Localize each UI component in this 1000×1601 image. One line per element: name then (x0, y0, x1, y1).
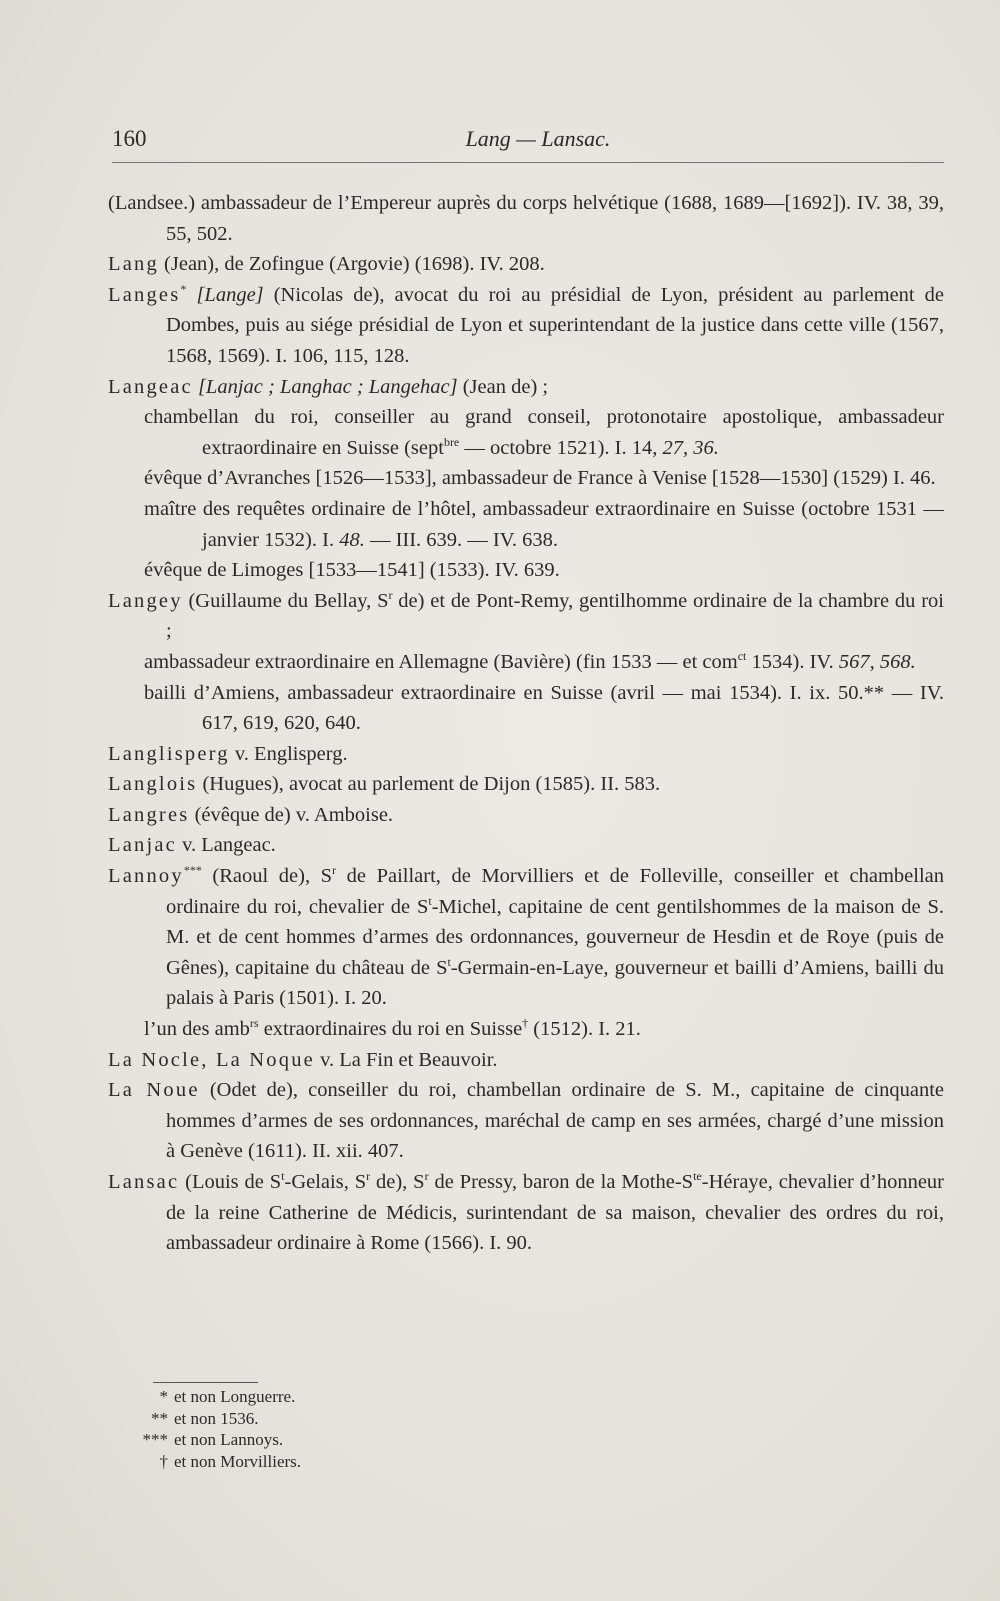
entry-la-nocle: La Nocle, La Noque v. La Fin et Beauvoir. (108, 1048, 498, 1071)
entry-langey: Langey (Guillaume du Bellay, $S^r$ de) et de Pont-Remy, gentilhomme ordinaire de la chambre du roi ; (108, 587, 944, 643)
entry-langey-sub: bailli d’Amiens, ambassadeur extraordinaire en Suisse (avril — mai 1534). I. ix. 50.** — IV. 617, 619, 620, 640. (144, 681, 944, 735)
entry-head: Langres (108, 803, 190, 826)
entry-langeac: Langeac [Lanjac ; Langhac ; Langehac] (Jean de) ; (108, 375, 549, 398)
footnote: ** et non 1536. (120, 1408, 301, 1430)
footnote: *** et non Lannoys. (120, 1429, 301, 1451)
footnote-marker: * (159, 1387, 168, 1406)
entry-head: Langlois (108, 773, 198, 796)
footnotes (120, 1386, 301, 1472)
footnote-rule (153, 1382, 258, 1383)
entry-lanjac: Lanjac v. Langeac. (108, 834, 276, 857)
running-head: Lang — Lansac. (465, 126, 611, 151)
entry-head: Langes (108, 283, 181, 306)
footnote: † et non Morvilliers. (120, 1451, 301, 1473)
page-header (112, 126, 944, 160)
index-entries (108, 188, 944, 1259)
entry-head: Langeac (108, 375, 193, 398)
footnote-marker: *** (142, 1430, 168, 1449)
entry-langey-sub: ambassadeur extraordinaire en Allemagne (Bavière) (fin 1533 — et com$^{ct}$ 1534). IV. 567, 568. (144, 648, 916, 673)
entry-lansac: Lansac (Louis de $S^t$-Gelais, $S^r$ de), $S^r$ de Pressy, baron de la Mothe-$S^{te}$-Héraye, chevalier d’honneur de la reine Catherine de Médicis, surintendant de sa maison, chevalier des ordres du roi, ambassadeur ordinaire à Rome (1566). I. 90. (108, 1169, 945, 1255)
entry-langlisperg: Langlisperg v. Englisperg. (108, 742, 348, 765)
footnote-mark: * (180, 281, 187, 296)
entry-langeac-sub: évêque d’Avranches [1526—1533], ambassadeur de France à Venise [1528—1530] (1529) I. 46. (144, 467, 936, 490)
entry-langeac-sub: évêque de Limoges [1533—1541] (1533). IV. 639. (144, 559, 560, 582)
entry-langlois: Langlois (Hugues), avocat au parlement de Dijon (1585). II. 583. (108, 773, 661, 796)
footnote-marker: ** (151, 1408, 168, 1428)
entry-head: Lanjac (108, 834, 177, 857)
entry-head: Lang (108, 253, 159, 276)
entry-head: La Noue (108, 1079, 200, 1102)
entry-landsee: (Landsee.) ambassadeur de l’Empereur auprès du corps helvétique (1688, 1689—[1692]). IV. 38, 39, 55, 502. (108, 192, 944, 245)
entry-head: Lansac (108, 1171, 180, 1193)
footnote: * et non Longuerre. (120, 1386, 301, 1408)
entry-lannoy-sub: l’un des amb$^{rs}$ extraordinaires du roi en Suisse† (1512). I. 21. (144, 1016, 641, 1041)
entry-la-noue: La Noue (Odet de), conseiller du roi, chambellan ordinaire de S. M., capitaine de cinquante hommes d’armes de ses ordonnances, maréchal de camp en ses armées, chargé d’une mission à Genève (1611). II. xii. 407. (108, 1079, 944, 1163)
page-number: 160 (112, 126, 147, 151)
entry-langres: Langres (évêque de) v. Amboise. (108, 803, 394, 826)
entry-langeac-sub: maître des requêtes ordinaire de l’hôtel, ambassadeur extraordinaire en Suisse (octobre 1531 — janvier 1532). I. 48. — III. 639. — IV. 638. (144, 497, 944, 551)
header-rule (112, 162, 944, 163)
footnote-mark: † (522, 1016, 529, 1031)
entry-head: Langey (108, 589, 183, 612)
footnote-mark: *** (183, 863, 202, 878)
entry-lang: Lang (Jean), de Zofingue (Argovie) (1698). IV. 208. (108, 253, 545, 276)
entry-head: La Nocle, La Noque (108, 1048, 315, 1071)
entry-head: Langlisperg (108, 742, 230, 765)
entry-head: Lannoy (108, 865, 184, 888)
entry-langeac-sub: chambellan du roi, conseiller au grand conseil, protonotaire apostolique, ambassadeur extraordinaire en Suisse (sept$^{bre}$ — octobre 1521). I. 14, 27, 36. (144, 406, 944, 459)
entry-langes: Langes* [Lange] (Nicolas de), avocat du roi au présidial de Lyon, président au parlement de Dombes, puis au siége présidial de Lyon et superintendant de la justice dans cette ville (1567, 1568, 1569). I. 106, 115, 128. (108, 281, 945, 367)
entry-lannoy: Lannoy*** (Raoul de), $S^r$ de Paillart, de Morvilliers et de Folleville, conseiller et chambellan ordinaire du roi, chevalier de $S^t$-Michel, capitaine de cent gentilshommes de la maison de S. M. et de cent hommes d’armes des ordonnances, gouverneur de Hesdin et de Roye (puis de Gênes), capitaine du château de $S^t-Germain-en$-Laye, gouverneur et bailli d’Amiens, bailli du palais à Paris (1501). I. 20. (108, 863, 944, 1010)
footnote-marker: † (159, 1451, 168, 1471)
